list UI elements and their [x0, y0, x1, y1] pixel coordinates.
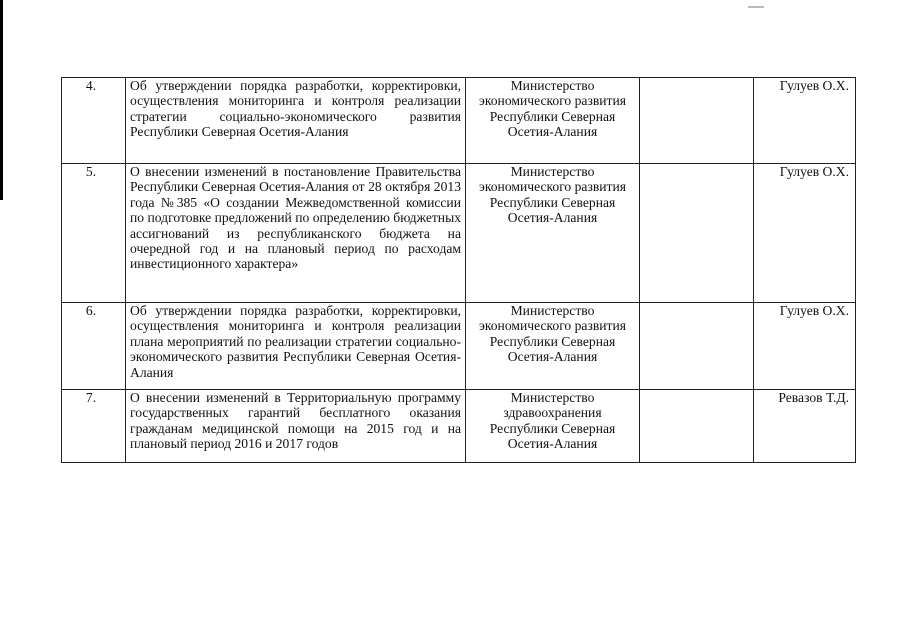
responsible-ministry: Министерство экономического развития Республики Северная Осетия-Алания [466, 303, 640, 390]
document-title: Об утверждении порядка разработки, корректировки, осуществления мониторинга и контроля реализации плана мероприятий по реализации стратегии социально-экономического развития Республики Северная Осетия-Алания [126, 303, 466, 390]
row-number: 6. [62, 303, 126, 390]
table-row [62, 78, 856, 164]
table-row [62, 164, 856, 303]
row-number: 7. [62, 390, 126, 463]
date-cell [640, 390, 754, 463]
responsible-ministry: Министерство экономического развития Республики Северная Осетия-Алания [466, 164, 640, 303]
responsible-ministry: Министерство экономического развития Республики Северная Осетия-Алания [466, 78, 640, 164]
responsible-person: Гулуев О.Х. [754, 303, 856, 390]
document-title: Об утверждении порядка разработки, корректировки, осуществления мониторинга и контроля реализации стратегии социально-экономического развития Республики Северная Осетия-Алания [126, 78, 466, 164]
date-cell [640, 78, 754, 164]
document-title: О внесении изменений в Территориальную программу государственных гарантий бесплатного оказания гражданам медицинской помощи на 2015 год и на плановый период 2016 и 2017 годов [126, 390, 466, 463]
scan-mark [748, 6, 764, 8]
plan-table [61, 77, 856, 463]
date-cell [640, 164, 754, 303]
date-cell [640, 303, 754, 390]
responsible-ministry: Министерство здравоохранения Республики Северная Осетия-Алания [466, 390, 640, 463]
responsible-person: Ревазов Т.Д. [754, 390, 856, 463]
responsible-person: Гулуев О.Х. [754, 164, 856, 303]
table-row [62, 303, 856, 390]
row-number: 4. [62, 78, 126, 164]
table-row [62, 390, 856, 463]
document-title: О внесении изменений в постановление Правительства Республики Северная Осетия-Алания от 28 октября 2013 года №385 «О создании Межведомственной комиссии по подготовке предложений по определению бюджетных ассигнований из республиканского бюджета на очередной год и на плановый период по расходам инвестиционного характера» [126, 164, 466, 303]
responsible-person: Гулуев О.Х. [754, 78, 856, 164]
row-number: 5. [62, 164, 126, 303]
scan-left-edge [0, 0, 3, 200]
